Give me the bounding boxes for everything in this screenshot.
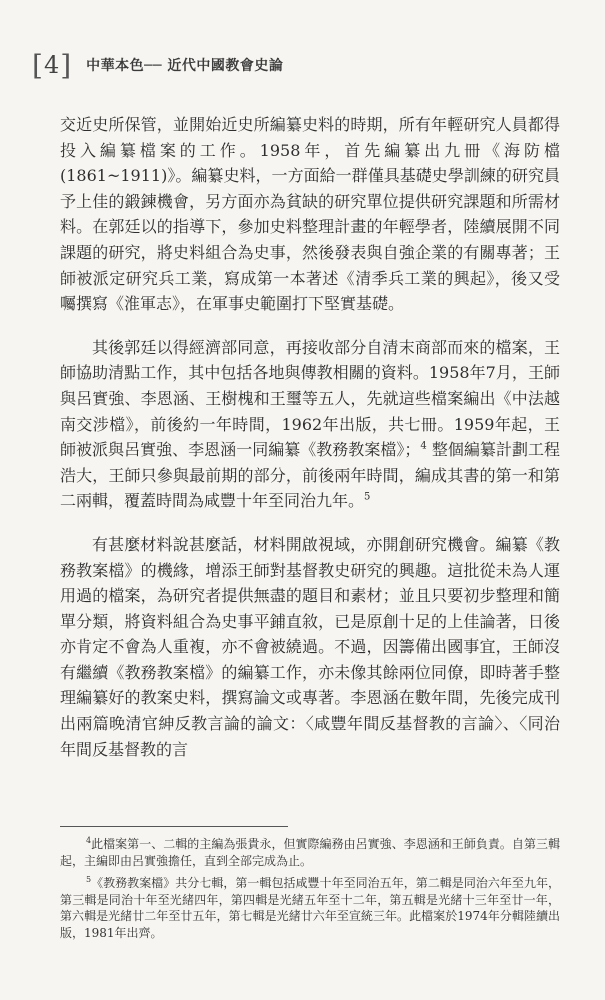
footnote-text: 此檔案第一、二輯的主編為張貴永，但實際編務由呂實強、李恩涵和王師負責。自第三輯起，主編即由呂實強擔任，直到全部完成為止。 (60, 837, 560, 868)
page-number-bracket-right: ] (60, 48, 73, 82)
footnotes (60, 836, 560, 947)
footnote-ref-5[interactable]: 5 (364, 491, 371, 503)
footnote-mark: 4 (86, 836, 92, 845)
paragraph-2-text-b: 整個編纂計劃工程浩大，王師只參與最前期的部分，前後兩年時間，編成其書的第一和第二兩輯，覆蓋時間為咸豐十年至同治九年。 (60, 440, 560, 511)
footnote-5 (60, 875, 560, 941)
paragraph-1: 交近史所保管，並開始近史所編纂史料的時期，所有年輕研究人員都得投入編纂檔案的工作。1958年，首先編纂出九冊《海防檔(1861~1911)》。編纂史料，一方面給一群僅具基礎史學訓練的研究員予上佳的鍛鍊機會，另方面亦為貧缺的研究單位提供研究課題和所需材料。在郭廷以的指導下，參加史料整理計畫的年輕學者，陸續展開不同課題的研究，將史料組合為史事，然後發表與自強企業的有關專著；王師被派定研究兵工業，寫成第一本著述《清季兵工業的興起》，後又受囑撰寫《淮軍志》，在軍事史範圍打下堅實基礎。 (60, 115, 560, 314)
page-number-value: 4 (43, 51, 61, 79)
running-title: 中華本色── 近代中國教會史論 (86, 58, 284, 74)
paragraph-2 (60, 335, 560, 514)
paragraph-3: 有甚麼材料說甚麼話，材料開啟視域，亦開創研究機會。編纂《教務教案檔》的機緣，增添王師對基督教史研究的興趣。這批從未為人運用過的檔案，為研究者提供無盡的題目和素材；並且只要初步整理和簡單分類，將資料組合為史事平鋪直敘，已是原創十足的上佳論著，日後亦肯定不會為人重複，亦不會被繞過。不過，因籌備出國事宜，王師沒有繼續《教務教案檔》的編纂工作，亦未像其餘兩位同僚，即時著手整理編纂好的教案史料，撰寫論文或專著。李恩涵在數年間，先後完成刊出兩篇晚清官紳反教言論的論文：〈咸豐年間反基督教的言論〉、〈同治年間反基督教的言 (60, 534, 560, 759)
page-number-bracket-left: [ (32, 48, 44, 82)
footnote-divider (60, 826, 288, 827)
paragraph-2-text-a: 其後郭廷以得經濟部同意，再接收部分自清末商部而來的檔案，王師協助清點工作，其中包括各地與傳教相關的資料。1958年7月，王師與呂實強、李恩涵、王樹槐和王璽等五人，先就這些檔案編出《中法越南交涉檔》，前後約一年時間，1962年出版，共七冊。1959年起，王師被派與呂實強、李恩涵一同編纂《教務教案檔》； (60, 337, 560, 460)
footnote-ref-4[interactable]: 4 (420, 440, 427, 452)
page-header (32, 48, 283, 82)
page-number (32, 49, 72, 82)
footnote-mark: 5 (86, 875, 92, 884)
footnote-text: 《教務教案檔》共分七輯，第一輯包括咸豐十年至同治五年，第二輯是同治六年至九年，第三輯是同治十年至光緒四年，第四輯是光緒五年至十二年，第五輯是光緒十三年至廿一年，第六輯是光緒廿二年至廿五年，第七輯是光緒廿六年至宣統三年。此檔案於1974年分輯陸續出版，1981年出齊。 (60, 876, 560, 940)
body-text (60, 112, 560, 780)
footnote-4 (60, 836, 560, 869)
